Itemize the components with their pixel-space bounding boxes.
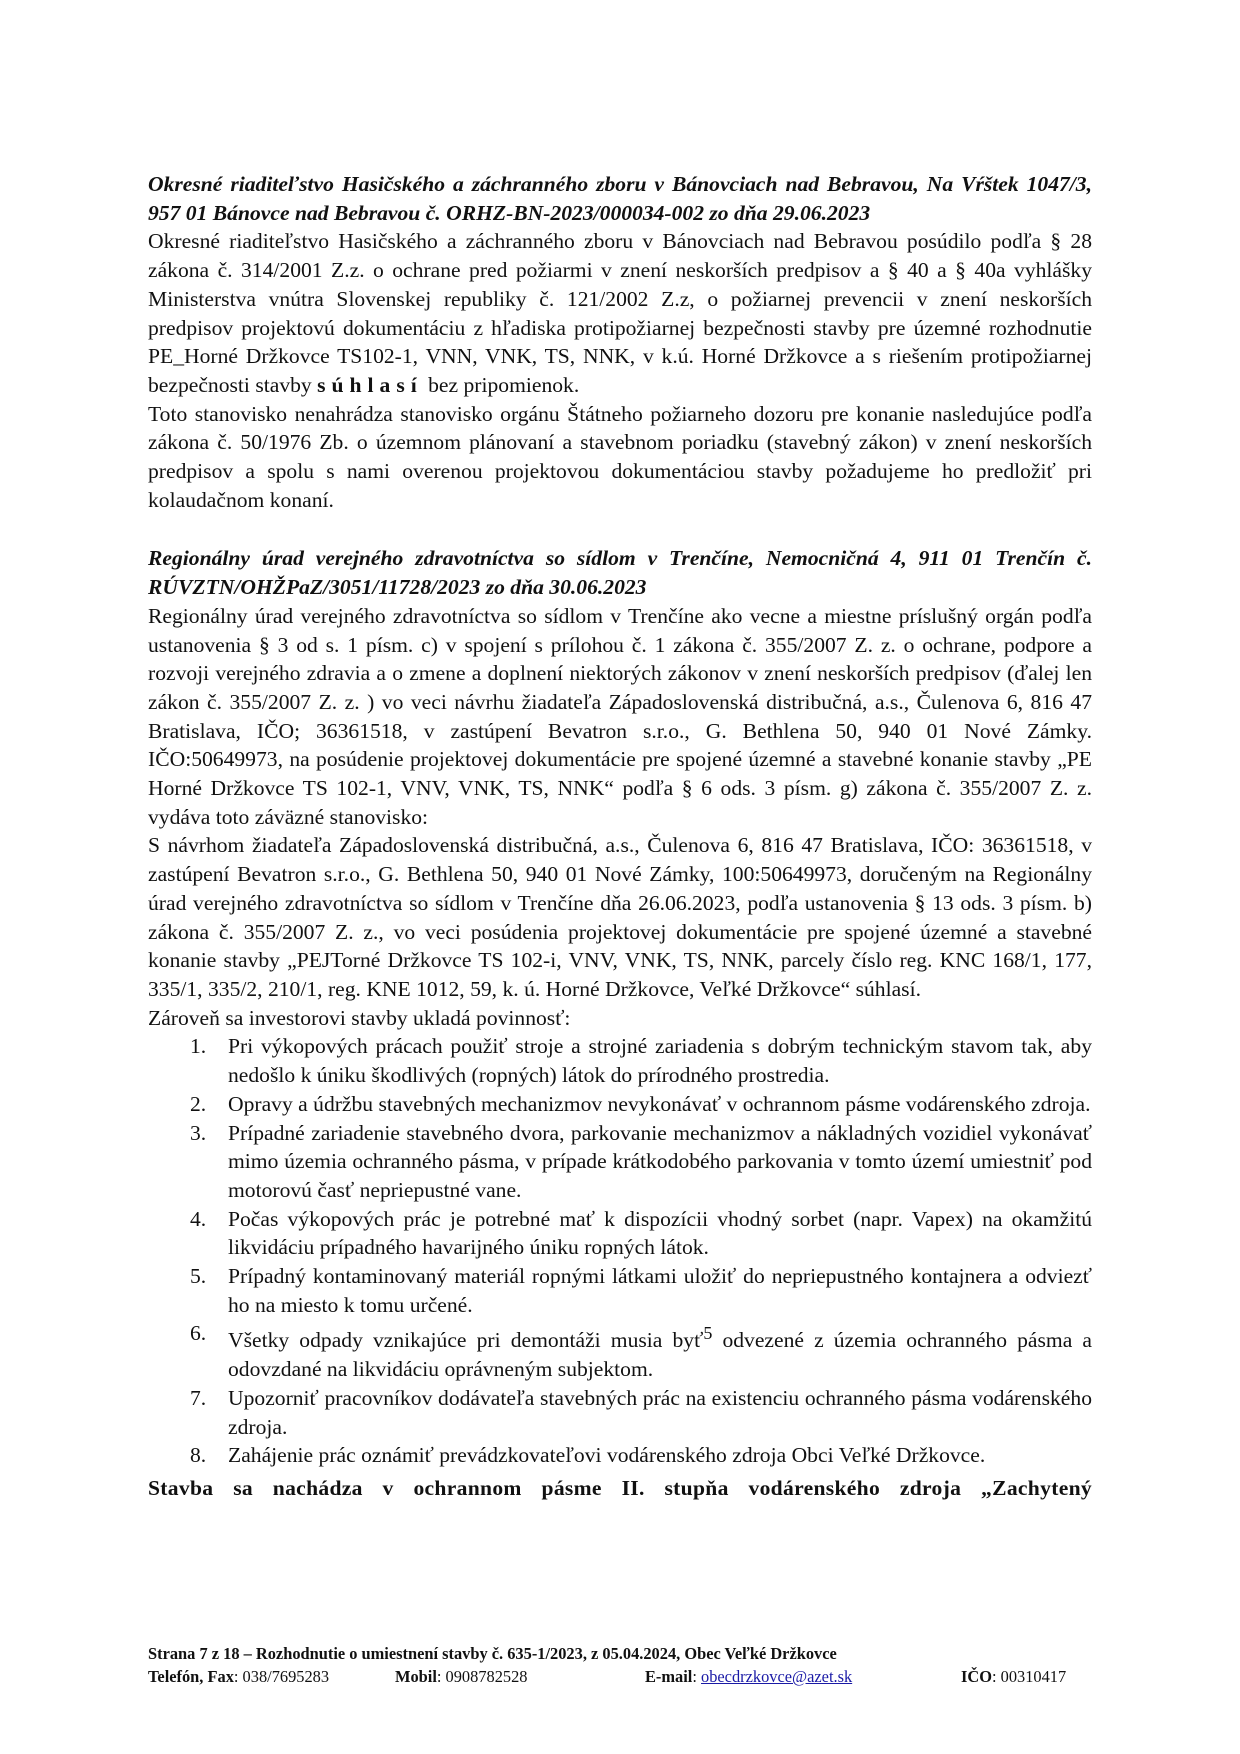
- protection-zone-statement: Stavba sa nachádza v ochrannom pásme II. stupňa vodárenského zdroja „Zachytený: [148, 1476, 1092, 1501]
- footer-phone: [148, 1665, 329, 1688]
- list-item-number: 5.: [190, 1264, 207, 1289]
- footnote-mark: 5: [703, 1323, 713, 1344]
- section1-paragraph-2: Toto stanovisko nenahrádza stanovisko orgánu Štátneho požiarneho dozoru pre konanie nasledujúce podľa zákona č. 50/1976 Zb. o územnom plánovaní a stavebnom poriadku (stavebný zákon) v znení neskorších predpisov a spolu s nami overenou projektovou dokumentáciou stavby požadujeme ho predložiť pri kolaudačnom konaní.: [148, 401, 1092, 512]
- email-separator: :: [692, 1667, 702, 1686]
- list-item: [148, 1205, 1092, 1262]
- list-item-number: 3.: [190, 1120, 207, 1145]
- footer-email: [645, 1665, 852, 1688]
- footer-document-reference: Strana 7 z 18 – Rozhodnutie o umiestnení stavby č. 635-1/2023, z 05.04.2024, Obec Veľké Držkovce: [148, 1644, 837, 1663]
- list-item-number: 7.: [190, 1386, 207, 1411]
- section1-paragraph-1-text: Okresné riaditeľstvo Hasičského a záchranného zboru v Bánovciach nad Bebravou posúdilo podľa § 28 zákona č. 314/2001 Z.z. o ochrane pred požiarmi v znení neskorších predpisov a § 40 a § 40a vyhlášky Ministerstva vnútra Slovenskej republiky č. 121/2002 Z.z, o požiarnej prevencii v znení neskorších predpisov projektovú dokumentáciu z hľadiska protipožiarnej bezpečnosti stavby pre územné rozhodnutie PE_Horné Držkovce TS102-1, VNN, VNK, TS, NNK, v k.ú. Horné Držkovce a s riešením protipožiarnej bezpečnosti stavby: [148, 229, 1092, 397]
- list-item-number: 6.: [190, 1321, 207, 1346]
- section2-paragraph-1: Regionálny úrad verejného zdravotníctva so sídlom v Trenčíne ako vecne a miestne príslušný orgán podľa ustanovenia § 3 od s. 1 písm. c) v spojení s prílohou č. 1 zákona č. 355/2007 Z. z. o ochrane, podpore a rozvoji verejného zdravia a o zmene a doplnení niektorých zákonov v znení neskorších predpisov (ďalej len zákon č. 355/2007 Z. z. ) vo veci návrhu žiadateľa Západoslovenská distribučná, a.s., Čulenova 6, 816 47 Bratislava, IČO; 36361518, v zastúpení Bevatron s.r.o., G. Bethlena 50, 940 01 Nové Zámky. IČO:50649973, na posúdenie projektovej dokumentácie pre spojené územné a stavebné konanie stavby „PE Horné Držkovce TS 102-1, VNV, VNK, TS, NNK“ podľa § 6 ods. 3 písm. g) zákona č. 355/2007 Z. z. vydáva toto záväzné stanovisko:: [148, 603, 1092, 829]
- list-item-text-end: odvezené z územia ochranného pásma a odovzdané na likvidáciu oprávneným subjektom.: [228, 1328, 1092, 1382]
- list-item: [148, 1032, 1092, 1089]
- footer-ico: [961, 1665, 1066, 1688]
- list-item-text: Počas výkopových prác je potrebné mať k dispozícii vhodný sorbet (napr. Vapex) na okamžitú likvidáciu prípadného havarijného úniku ropných látok.: [228, 1206, 1092, 1260]
- section2-heading: Regionálny úrad verejného zdravotníctva so sídlom v Trenčíne, Nemocničná 4, 911 01 Trenčín č. RÚVZTN/OHŽPaZ/3051/11728/2023 zo dňa 30.06.2023: [148, 546, 1092, 600]
- mobile-value: : 0908782528: [436, 1667, 528, 1686]
- section-gap: [148, 514, 1092, 544]
- obligations-list: [148, 1032, 1092, 1470]
- list-item-text: Prípadný kontaminovaný materiál ropnými látkami uložiť do nepriepustného kontajnera a odviezť ho na miesto k tomu určené.: [228, 1264, 1092, 1317]
- mobile-label: Mobil: [395, 1667, 437, 1686]
- footer-mobile: [395, 1665, 528, 1688]
- footer-contact-line: [148, 1665, 1092, 1688]
- section2-paragraph-2: S návrhom žiadateľa Západoslovenská distribučná, a.s., Čulenova 6, 816 47 Bratislava, IČO: 36361518, v zastúpení Bevatron s.r.o., G. Bethlena 50, 940 01 Nové Zámky, 100:50649973, doručeným na Regionálny úrad verejného zdravotníctva so sídlom v Trenčíne dňa 26.06.2023, podľa ustanovenia § 13 ods. 3 písm. b) zákona č. 355/2007 Z. z., vo veci posúdenia projektovej dokumentácie pre spojené územné a stavebné konanie stavby „PEJTorné Držkovce TS 102-i, VNV, VNK, TS, NNK, parcely číslo reg. KNC 168/1, 177, 335/1, 335/2, 210/1, reg. KNE 1012, 59, k. ú. Horné Držkovce, Veľké Držkovce“ súhlasí.: [148, 833, 1092, 1001]
- list-item-number: 8.: [190, 1443, 207, 1468]
- list-item-number: 4.: [190, 1206, 207, 1231]
- list-item-text: Prípadné zariadenie stavebného dvora, parkovanie mechanizmov a nákladných vozidiel vykonávať mimo územia ochranného pásma, v prípade krátkodobého parkovania v tomto území umiestniť pod motorovú časť nepriepustné vane.: [228, 1120, 1092, 1202]
- ico-value: : 00310417: [991, 1667, 1067, 1686]
- consent-emphasis: súhlasí: [317, 372, 423, 397]
- list-item-number: 2.: [190, 1091, 207, 1116]
- list-item: [148, 1090, 1092, 1119]
- list-item-text: Zahájenie prác oznámiť prevádzkovateľovi vodárenského zdroja Obci Veľké Držkovce.: [228, 1443, 986, 1468]
- page-footer: [148, 1642, 1092, 1688]
- list-item: [148, 1119, 1092, 1205]
- list-item-text: Opravy a údržbu stavebných mechanizmov nevykonávať v ochrannom pásme vodárenského zdroja.: [228, 1091, 1091, 1116]
- list-item: [148, 1319, 1092, 1384]
- list-item: [148, 1384, 1092, 1441]
- list-item: [148, 1262, 1092, 1319]
- list-item-text: Pri výkopových prácach použiť stroje a strojné zariadenia s dobrým technickým stavom tak, aby nedošlo k úniku škodlivých (ropných) látok do prírodného prostredia.: [228, 1034, 1092, 1088]
- phone-value: : 038/7695283: [233, 1667, 330, 1686]
- document-page: [148, 170, 1092, 1524]
- list-item-number: 1.: [190, 1034, 207, 1059]
- section2-paragraph-3: Zároveň sa investorovi stavby ukladá povinnosť:: [148, 1005, 571, 1030]
- section1-paragraph-1: [148, 227, 1092, 399]
- section1-heading: Okresné riaditeľstvo Hasičského a záchranného zboru v Bánovciach nad Bebravou, Na Vŕštek 1047/3, 957 01 Bánovce nad Bebravou č. ORHZ-BN-2023/000034-002 zo dňa 29.06.2023: [148, 172, 1092, 225]
- list-item: [148, 1441, 1092, 1470]
- section1-paragraph-1-end: bez pripomienok.: [422, 372, 580, 397]
- list-item-text: Všetky odpady vznikajúce pri demontáži musia byť: [228, 1328, 704, 1353]
- email-label: E-mail: [645, 1667, 693, 1686]
- list-item-text: Upozorniť pracovníkov dodávateľa stavebných prác na existenciu ochranného pásma vodárenského zdroja.: [228, 1386, 1092, 1439]
- phone-label: Telefón, Fax: [148, 1667, 234, 1686]
- email-link[interactable]: obecdrzkovce@azet.sk: [701, 1667, 853, 1686]
- ico-label: IČO: [961, 1667, 992, 1686]
